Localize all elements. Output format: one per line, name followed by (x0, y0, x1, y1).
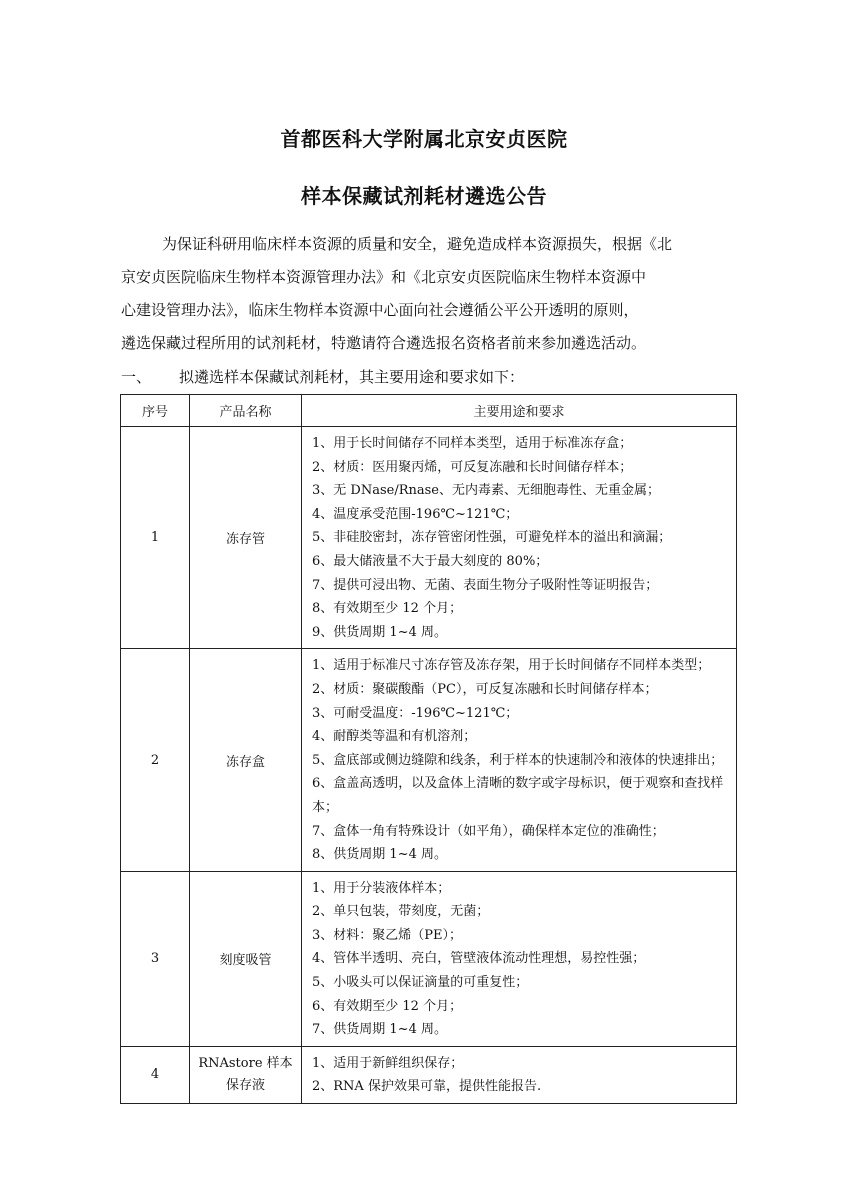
intro-line: 遴选保藏过程所用的试剂耗材，特邀请符合遴选报名资格者前来参加遴选活动。 (121, 334, 647, 352)
table-row (121, 871, 737, 1046)
requirement-item: 9、供货周期 1~4 周。 (312, 624, 447, 640)
requirement-item: 1、用于分装液体样本； (312, 880, 451, 896)
requirement-item: 4、温度承受范围-196℃~121℃； (312, 506, 519, 522)
row-number: 3 (121, 871, 190, 1046)
requirement-item: 5、小吸头可以保证滴量的可重复性； (312, 975, 529, 991)
header-requirements: 主要用途和要求 (302, 395, 737, 427)
product-name: 刻度吸管 (190, 871, 302, 1046)
product-name-line: RNAstore 样本 (198, 1055, 293, 1071)
requirements-cell (302, 871, 737, 1046)
row-number: 1 (121, 427, 190, 649)
header-product-name: 产品名称 (190, 395, 302, 427)
product-name-line: 保存液 (225, 1077, 265, 1093)
row-number: 4 (121, 1046, 190, 1103)
requirement-item: 3、可耐受温度：-196℃~121℃； (312, 705, 519, 721)
requirement-item: 1、用于长时间储存不同样本类型，适用于标准冻存盒； (312, 436, 633, 451)
intro-paragraph (121, 228, 739, 360)
requirement-item: 2、材质：医用聚丙烯，可反复冻融和长时间储存样本； (312, 459, 633, 475)
requirement-item: 8、有效期至少 12 个月； (312, 601, 463, 617)
row-number: 2 (121, 649, 190, 871)
requirement-item: 4、管体半透明、亮白，管壁液体流动性理想，易控性强； (312, 951, 646, 967)
intro-line: 心建设管理办法》，临床生物样本资源中心面向社会遵循公平公开透明的原则， (121, 301, 639, 319)
requirement-item: 4、耐醇类等温和有机溶剂； (312, 729, 477, 745)
document-subtitle: 样本保藏试剂耗材遴选公告 (301, 184, 547, 208)
requirement-item: 8、供货周期 1~4 周。 (312, 847, 447, 863)
requirement-item: 7、盒体一角有特殊设计（如平角），确保样本定位的准确性； (312, 823, 665, 839)
requirement-item: 2、RNA 保护效果可靠，提供性能报告. (312, 1079, 542, 1095)
table-header-row (121, 395, 737, 427)
section-heading-text: 拟遴选样本保藏试剂耗材，其主要用途和要求如下： (179, 368, 525, 386)
intro-line: 为保证科研用临床样本资源的质量和安全，避免造成样本资源损失，根据《北 (162, 235, 673, 253)
requirements-cell (302, 427, 737, 649)
requirement-item: 1、适用于标准尺寸冻存管及冻存架，用于长时间储存不同样本类型； (312, 658, 711, 674)
requirement-item: 5、非硅胶密封，冻存管密闭性强，可避免样本的溢出和滴漏； (312, 530, 672, 546)
product-name: 冻存盒 (190, 649, 302, 871)
requirement-item: 6、有效期至少 12 个月； (312, 998, 463, 1014)
requirement-item: 2、单只包装，带刻度，无菌； (312, 904, 490, 920)
requirement-item: 2、材质：聚碳酸酯（PC），可反复冻融和长时间储存样本； (312, 681, 658, 697)
header-number: 序号 (121, 395, 190, 427)
requirements-cell (302, 649, 737, 871)
requirement-item: 3、无 DNase/Rnase、无内毒素、无细胞毒性、无重金属； (312, 483, 660, 499)
requirement-item: 3、材料：聚乙烯（PE）； (312, 927, 463, 943)
requirement-item: 6、盒盖高透明，以及盒体上清晰的数字或字母标识，便于观察和查找样本； (312, 776, 724, 815)
document-title: 首都医科大学附属北京安贞医院 (280, 127, 568, 151)
table-row (121, 1046, 737, 1103)
requirements-table (120, 394, 737, 1104)
requirement-item: 1、适用于新鲜组织保存； (312, 1055, 464, 1071)
section-number: 一、 (121, 368, 152, 386)
requirement-item: 7、提供可浸出物、无菌、表面生物分子吸附性等证明报告； (312, 577, 659, 593)
table-row (121, 649, 737, 871)
requirement-item: 5、盒底部或侧边缝隙和线条，利于样本的快速制冷和液体的快速排出； (312, 752, 724, 768)
intro-line: 京安贞医院临床生物样本资源管理办法》和《北京安贞医院临床生物样本资源中 (121, 268, 647, 286)
product-name (190, 1046, 302, 1103)
table-row (121, 427, 737, 649)
section-heading (121, 366, 524, 387)
requirement-item: 6、最大储液量不大于最大刻度的 80%； (312, 553, 549, 569)
requirement-item: 7、供货周期 1~4 周。 (312, 1022, 447, 1038)
product-name: 冻存管 (190, 427, 302, 649)
requirements-cell (302, 1046, 737, 1103)
